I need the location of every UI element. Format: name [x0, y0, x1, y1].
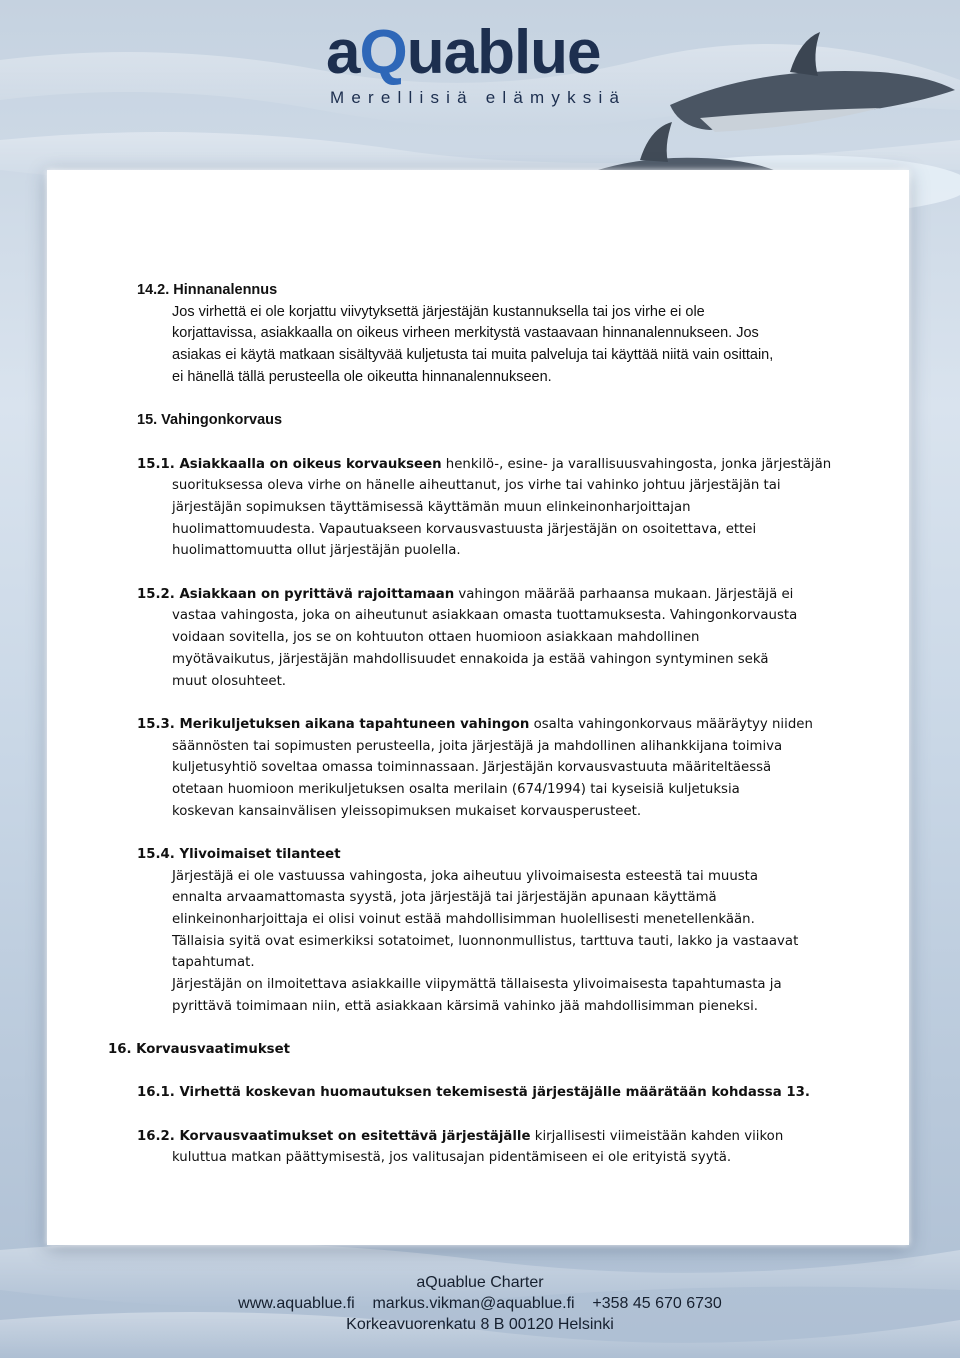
section-14-2-line: Jos virhettä ei ole korjattu viivytyksettä järjestäjän kustannuksella tai jos virhe ei ole: [172, 304, 705, 320]
section-14-2-line: ei hänellä tällä perusteella ole oikeutta hinnanalennukseen.: [172, 369, 552, 385]
section-15-3-line: kuljetusyhtiö soveltaa omassa toiminnassaan. Järjestäjän korvausvastuuta määriteltäessä: [172, 760, 772, 775]
section-15-3-line: säännösten tai sopimusten perusteella, joita järjestäjä ja mahdollinen alihankkijana toimiva: [172, 739, 783, 754]
section-15-2-line: myötävaikutus, järjestäjän mahdollisuudet ennakoida ja estää vahingon syntyminen sekä: [172, 652, 769, 667]
section-14-2-line: korjattavissa, asiakkaalla on oikeus virheen merkitystä vastaavaan hinnanalennukseen. Jos: [172, 325, 759, 341]
footer-address: Korkeavuorenkatu 8 B 00120 Helsinki: [346, 1316, 614, 1333]
section-15-heading: 15. Vahingonkorvaus: [137, 412, 283, 428]
footer-email-link[interactable]: markus.vikman@aquablue.fi: [372, 1295, 575, 1312]
section-16-2-line: kuluttua matkan päättymisestä, jos valitusajan pidentämiseen ei ole erityistä syytä.: [172, 1150, 732, 1165]
section-15-4-line: pyrittävä toimimaan niin, että asiakkaan kärsimä vahinko jää mahdollisimman pieneksi.: [172, 999, 758, 1014]
section-15-3-line: 15.3. Merikuljetuksen aikana tapahtuneen vahingon osalta vahingonkorvaus määräytyy niiden: [137, 717, 813, 732]
section-15-4-line: Järjestäjän on ilmoitettava asiakkaille viipymättä tällaisesta ylivoimaisesta tapahtumasta ja: [172, 977, 782, 992]
footer: [0, 1272, 960, 1335]
section-15-4-line: tapahtumat.: [172, 955, 255, 970]
section-15-3-line: koskevan kansainvälisen yleissopimuksen mukaiset korvausperusteet.: [172, 804, 642, 819]
section-16-2-line: 16.2. Korvausvaatimukset on esitettävä järjestäjälle kirjallisesti viimeistään kahden viikon: [137, 1129, 784, 1144]
brand-logo: aQuablue: [326, 18, 601, 87]
section-15-2-line: vastaa vahingosta, joka on aiheutunut asiakkaan omasta tuottamuksesta. Vahingonkorvausta: [172, 608, 798, 623]
footer-phone: +358 45 670 6730: [592, 1295, 722, 1312]
footer-web-link[interactable]: www.aquablue.fi: [238, 1295, 355, 1312]
section-15-3-line: otetaan huomioon merikuljetuksen osalta merilain (674/1994) tai kyseisiä kuljetuksia: [172, 782, 740, 797]
section-15-2-line: muut olosuhteet.: [172, 674, 287, 689]
section-14-2-heading: 14.2. Hinnanalennus: [137, 282, 278, 298]
section-15-4-line: elinkeinonharjoittaja ei olisi voinut estää mahdollisimman huolellisesti menetellenkään.: [172, 912, 755, 927]
section-15-4-line: Järjestäjä ei ole vastuussa vahingosta, joka aiheutuu ylivoimaisesta esteestä tai muusta: [172, 869, 759, 884]
section-15-4-line: Tällaisia syitä ovat esimerkiksi sotatoimet, luonnonmullistus, tarttuva tauti, lakko ja vastaavat: [172, 934, 799, 949]
section-14-2-line: asiakas ei käytä matkaan sisältyvää kuljetusta tai muita palveluja tai käyttää niitä vain osittain,: [172, 347, 774, 363]
section-15-4-heading: 15.4. Ylivoimaiset tilanteet: [137, 847, 341, 862]
section-15-1-line: suorituksessa oleva virhe on hänelle aiheuttanut, jos virhe tai vahinko johtuu järjestäjän tai: [172, 478, 781, 493]
section-16-1-heading: 16.1. Virhettä koskevan huomautuksen tekemisestä järjestäjälle määrätään kohdassa 13.: [137, 1085, 810, 1100]
section-15-2-line: 15.2. Asiakkaan on pyrittävä rajoittamaan vahingon määrää parhaansa mukaan. Järjestäjä ei: [137, 587, 794, 602]
section-15-1-line: huolimattomuudesta. Vapautuakseen korvausvastuusta järjestäjän on osoitettava, ettei: [172, 522, 757, 537]
section-15-4-line: ennalta arvaamattomasta syystä, jota järjestäjä tai järjestäjän apunaan käyttämä: [172, 890, 717, 905]
section-15-1-line: 15.1. Asiakkaalla on oikeus korvaukseen henkilö-, esine- ja varallisuusvahingosta, jonka järjestäjän: [137, 457, 832, 472]
brand-tagline: Merellisiä elämyksiä: [330, 88, 627, 107]
footer-company: aQuablue Charter: [416, 1274, 544, 1291]
section-15-1-line: järjestäjän sopimuksen täyttämisessä käyttämän muun elinkeinonharjoittajan: [172, 500, 691, 515]
footer-contacts: [0, 1293, 960, 1314]
section-15-2-line: voidaan sovitella, jos se on kohtuuton ottaen huomioon asiakkaan mahdollinen: [172, 630, 700, 645]
section-16-heading: 16. Korvausvaatimukset: [108, 1042, 290, 1057]
section-15-1-line: huolimattomuutta ollut järjestäjän puolella.: [172, 543, 461, 558]
